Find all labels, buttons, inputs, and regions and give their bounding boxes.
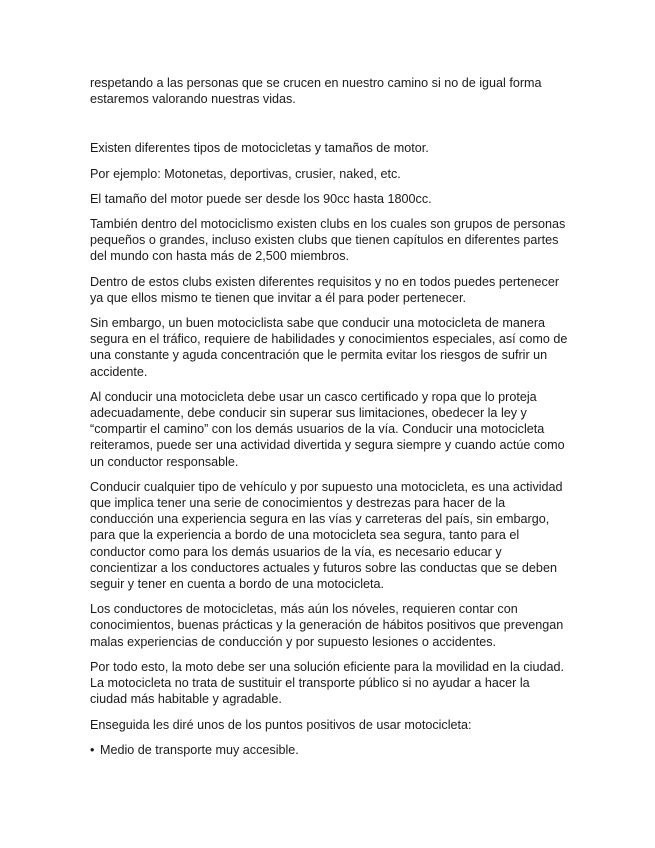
paragraph: Por ejemplo: Motonetas, deportivas, crusier, naked, etc. [90, 166, 401, 181]
paragraph: Por todo esto, la moto debe ser una solución eficiente para la movilidad en la ciudad. La motocicleta no trata de sustituir el transporte público si no ayudar a hacer la ciudad más habitable y agradable. [90, 659, 564, 707]
paragraph: Conducir cualquier tipo de vehículo y por supuesto una motocicleta, es una actividad que implica tener una serie de conocimientos y destrezas para hacer de la conducción una experiencia segura en las vías y carreteras del país, sin embargo, para que la experiencia a bordo de una motocicleta sea segura, tanto para el conductor como para los demás usuarios de la vía, es necesario educar y concientizar a los conductores actuales y futuros sobre las conductas que se deben seguir y tener en cuenta a bordo de una motocicleta. [90, 479, 563, 592]
paragraph: Enseguida les diré unos de los puntos positivos de usar motocicleta: [90, 717, 472, 732]
paragraph: Al conducir una motocicleta debe usar un casco certificado y ropa que lo proteja adecuadamente, debe conducir sin superar sus limitaciones, obedecer la ley y “compartir el camino” con los demás usuarios de la vía. Conducir una motocicleta reiteramos, puede ser una actividad divertida y segura siempre y cuando actúe como un conductor responsable. [90, 389, 565, 469]
paragraph: Los conductores de motocicletas, más aún los nóveles, requieren contar con conocimientos, buenas prácticas y la generación de hábitos positivos que prevengan malas experiencias de conducción y por supuesto lesiones o accidentes. [90, 602, 564, 649]
paragraph: Dentro de estos clubs existen diferentes requisitos y no en todos puedes pertenecer ya que ellos mismo te tienen que invitar a él para poder pertenecer. [90, 274, 560, 305]
paragraph: Sin embargo, un buen motociclista sabe que conducir una motocicleta de manera segura en el tráfico, requiere de habilidades y conocimientos especiales, así como de una constante y aguda concentración que le permita evitar los riesgos de sufrir un accidente. [90, 316, 568, 379]
paragraph: El tamaño del motor puede ser desde los 90cc hasta 1800cc. [90, 191, 432, 206]
paragraph: respetando a las personas que se crucen en nuestro camino si no de igual forma estaremos valorando nuestras vidas. [90, 76, 542, 107]
paragraph: Existen diferentes tipos de motocicletas y tamaños de motor. [90, 141, 429, 156]
document-body [90, 75, 570, 758]
bullet-icon: • [90, 742, 95, 757]
bullet-list-item [90, 742, 570, 758]
paragraph: También dentro del motociclismo existen clubs en los cuales son grupos de personas pequeños o grandes, incluso existen clubs que tienen capítulos en diferentes partes del mundo con hasta más de 2,500 miembros. [90, 217, 566, 264]
bullet-text: Medio de transporte muy accesible. [100, 742, 299, 757]
